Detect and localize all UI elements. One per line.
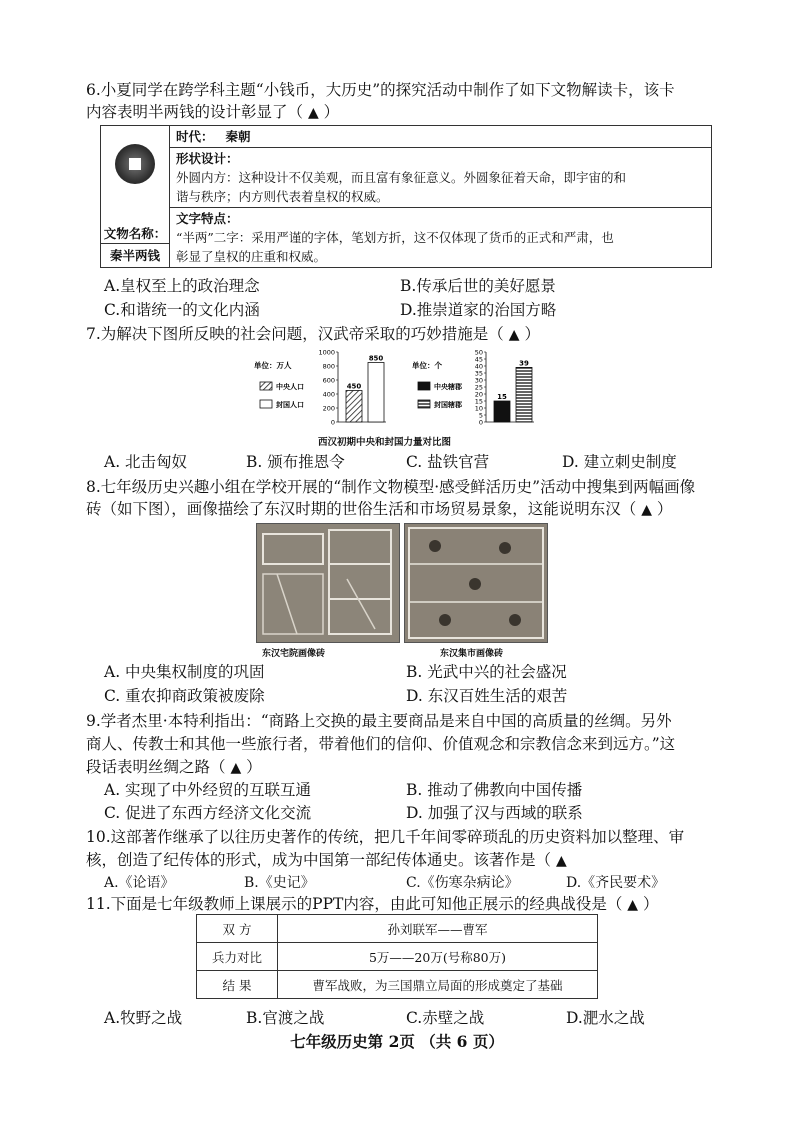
chart-unit-label: 单位：万人 xyxy=(254,361,292,370)
y-tick-label: 200 xyxy=(322,404,335,413)
table-cell: 孙刘联军——曹军 xyxy=(278,915,598,943)
artifact-card xyxy=(100,125,712,268)
y-tick-label: 30 xyxy=(474,376,483,385)
y-tick-label: 15 xyxy=(474,397,483,406)
card-name-label: 文物名称： xyxy=(103,226,167,241)
bar xyxy=(346,391,362,423)
q10-stem: 核，创造了纪传体的形式，成为中国第一部纪传体通史。该著作是（ xyxy=(86,851,552,869)
card-shape-text2: 谐与秩序；内方则代表着皇权的权威。 xyxy=(176,189,389,204)
q9-option-c[interactable]: C. 促进了东西方经济文化交流 xyxy=(104,804,312,822)
q10-stem-line2 xyxy=(86,850,567,871)
market-brick-caption: 东汉集市画像砖 xyxy=(440,649,504,659)
card-shape-label: 形状设计： xyxy=(176,151,239,166)
q10-option-b[interactable]: B.《史记》 xyxy=(244,875,315,891)
table-cell: 兵力对比 xyxy=(197,943,278,971)
legend-swatch xyxy=(418,400,430,408)
q8-option-b[interactable]: B. 光武中兴的社会盛况 xyxy=(406,663,567,681)
y-tick-label: 35 xyxy=(474,369,483,378)
y-tick-label: 45 xyxy=(474,355,483,364)
y-tick-label: 0 xyxy=(478,418,483,427)
q6-option-d[interactable]: D.推崇道家的治国方略 xyxy=(400,301,557,319)
legend-swatch xyxy=(260,400,272,408)
card-era-row xyxy=(170,126,712,148)
q7-option-c[interactable]: C. 盐铁官营 xyxy=(406,453,490,471)
q8-option-a[interactable]: A. 中央集权制度的巩固 xyxy=(104,663,265,681)
q9-stem-line3 xyxy=(86,757,262,778)
table-cell: 结 果 xyxy=(197,971,278,999)
battle-table xyxy=(196,914,598,999)
answer-marker-icon: ▲ xyxy=(555,853,567,869)
q7-option-d[interactable]: D. 建立刺史制度 xyxy=(562,453,677,471)
bar xyxy=(368,363,384,423)
q11-stem-line xyxy=(86,894,659,915)
q10-option-a[interactable]: A.《论语》 xyxy=(104,875,175,891)
q9-option-b[interactable]: B. 推动了佛教向中国传播 xyxy=(406,781,583,799)
y-tick-label: 10 xyxy=(474,404,483,413)
courtyard-brick-image xyxy=(256,523,400,643)
q11-stem: 11.下面是七年级教师上课展示的PPT内容，由此可知他正展示的经典战役是（ xyxy=(86,895,623,913)
q8-stem-line1: 8.七年级历史兴趣小组在学校开展的“制作文物模型·感受鲜活历史”活动中搜集到两幅画像 xyxy=(86,478,696,496)
y-tick-label: 50 xyxy=(474,348,483,357)
table-row xyxy=(197,915,598,943)
q8-option-c[interactable]: C. 重农抑商政策被废除 xyxy=(104,687,265,705)
legend-label: 封国人口 xyxy=(276,401,304,409)
q6-stem: 内容表明半两钱的设计彰显了（ xyxy=(86,103,304,121)
chart-caption: 西汉初期中央和封国力量对比图 xyxy=(318,437,452,448)
q9-stem-line2: 商人、传教士和其他一些旅行者，带着他们的信仰、价值观念和宗教信念来到远方。”这 xyxy=(86,735,676,753)
y-tick-label: 400 xyxy=(322,390,335,399)
legend-label: 中央人口 xyxy=(276,383,304,391)
answer-marker-icon: ▲ xyxy=(230,760,242,776)
legend-label: 封国辖郡 xyxy=(434,401,462,409)
y-tick-label: 20 xyxy=(474,390,483,399)
card-era-label: 时代： xyxy=(176,129,214,144)
table-cell: 双 方 xyxy=(197,915,278,943)
q7-option-b[interactable]: B. 颁布推恩令 xyxy=(246,453,345,471)
q11-option-c[interactable]: C.赤壁之战 xyxy=(406,1009,485,1027)
table-row xyxy=(197,971,598,999)
q11-option-d[interactable]: D.淝水之战 xyxy=(566,1009,645,1027)
data-label: 850 xyxy=(368,354,384,363)
table-cell: 曹军战败，为三国鼎立局面的形成奠定了基础 xyxy=(278,971,598,999)
q7-close: ） xyxy=(524,325,540,343)
bar xyxy=(516,367,532,422)
q11-option-b[interactable]: B.官渡之战 xyxy=(246,1009,325,1027)
q6-stem-line2 xyxy=(86,102,339,123)
q6-option-c[interactable]: C.和谐统一的文化内涵 xyxy=(104,301,260,319)
coin-icon xyxy=(115,144,155,184)
y-tick-label: 25 xyxy=(474,383,483,392)
card-shape-text1: 外圆内方：这种设计不仅美观，而且富有象征意义。外圆象征着天命，即宇宙的和 xyxy=(176,170,627,185)
y-tick-label: 600 xyxy=(322,376,335,385)
bar xyxy=(494,401,510,422)
data-label: 450 xyxy=(346,382,362,391)
card-text-label: 文字特点： xyxy=(176,211,239,226)
q9-stem-line1: 9.学者杰里·本特利指出：“商路上交换的最主要商品是来自中国的高质量的丝绸。另外 xyxy=(86,712,672,730)
page-footer: 七年级历史第 2页 （共 6 页） xyxy=(290,1032,504,1051)
y-tick-label: 800 xyxy=(322,362,335,371)
q6-close: ） xyxy=(323,103,340,121)
card-text-text1: “半两”二字：采用严谨的字体，笔划方折，这不仅体现了货币的正式和严肃，也 xyxy=(176,230,614,245)
table-cell: 5万——20万(号称80万) xyxy=(278,943,598,971)
answer-marker-icon: ▲ xyxy=(627,897,639,913)
card-image-cell xyxy=(101,126,170,268)
card-shape-row xyxy=(170,148,712,208)
q10-option-d[interactable]: D.《齐民要术》 xyxy=(566,875,666,891)
q9-close: ） xyxy=(246,758,262,776)
q6-option-b[interactable]: B.传承后世的美好愿景 xyxy=(400,277,556,295)
y-tick-label: 5 xyxy=(478,411,483,420)
q8-close: ） xyxy=(656,500,673,518)
q10-stem-line1: 10.这部著作继承了以往历史著作的传统，把几千年间零碎琐乱的历史资料加以整理、审 xyxy=(86,828,685,846)
answer-marker-icon: ▲ xyxy=(641,502,652,518)
y-tick-label: 40 xyxy=(474,362,483,371)
q7-stem: 7.为解决下图所反映的社会问题，汉武帝采取的巧妙措施是（ xyxy=(86,325,504,343)
q6-option-a[interactable]: A.皇权至上的政治理念 xyxy=(104,277,260,295)
market-brick-image xyxy=(404,523,548,643)
q10-option-c[interactable]: C.《伤寒杂病论》 xyxy=(406,875,519,891)
q9-option-a[interactable]: A. 实现了中外经贸的互联互通 xyxy=(104,781,312,799)
q11-option-a[interactable]: A.牧野之战 xyxy=(104,1009,183,1027)
data-label: 15 xyxy=(497,393,507,401)
chart-unit-label: 单位：个 xyxy=(412,361,442,370)
answer-marker-icon: ▲ xyxy=(307,105,319,121)
y-tick-label: 1000 xyxy=(318,348,335,357)
card-text-row xyxy=(170,208,712,268)
data-label: 39 xyxy=(519,359,529,368)
card-text-text2: 彰显了皇权的庄重和权威。 xyxy=(176,249,327,264)
legend-swatch xyxy=(260,382,272,390)
legend-swatch xyxy=(418,382,430,390)
card-name-value: 秦半两钱 xyxy=(101,243,169,267)
legend-label: 中央辖郡 xyxy=(434,383,462,391)
card-era-value: 秦朝 xyxy=(225,129,251,144)
q9-option-d[interactable]: D. 加强了汉与西域的联系 xyxy=(406,804,583,822)
courtyard-brick-caption: 东汉宅院画像砖 xyxy=(262,649,326,659)
q11-close: ） xyxy=(643,895,659,913)
q7-stem-line xyxy=(86,324,540,345)
y-tick-label: 0 xyxy=(330,418,335,427)
q9-stem: 段话表明丝绸之路（ xyxy=(86,758,226,776)
answer-marker-icon: ▲ xyxy=(508,327,520,343)
q8-stem: 砖（如下图），画像描绘了东汉时期的世俗生活和市场贸易景象，这能说明东汉（ xyxy=(86,500,637,518)
q8-stem-line2 xyxy=(86,499,672,520)
q7-option-a[interactable]: A. 北击匈奴 xyxy=(104,453,188,471)
q6-stem-line1: 6.小夏同学在跨学科主题“小钱币，大历史”的探究活动中制作了如下文物解读卡，该卡 xyxy=(86,81,675,99)
q8-option-d[interactable]: D. 东汉百姓生活的艰苦 xyxy=(406,687,568,705)
table-row xyxy=(197,943,598,971)
